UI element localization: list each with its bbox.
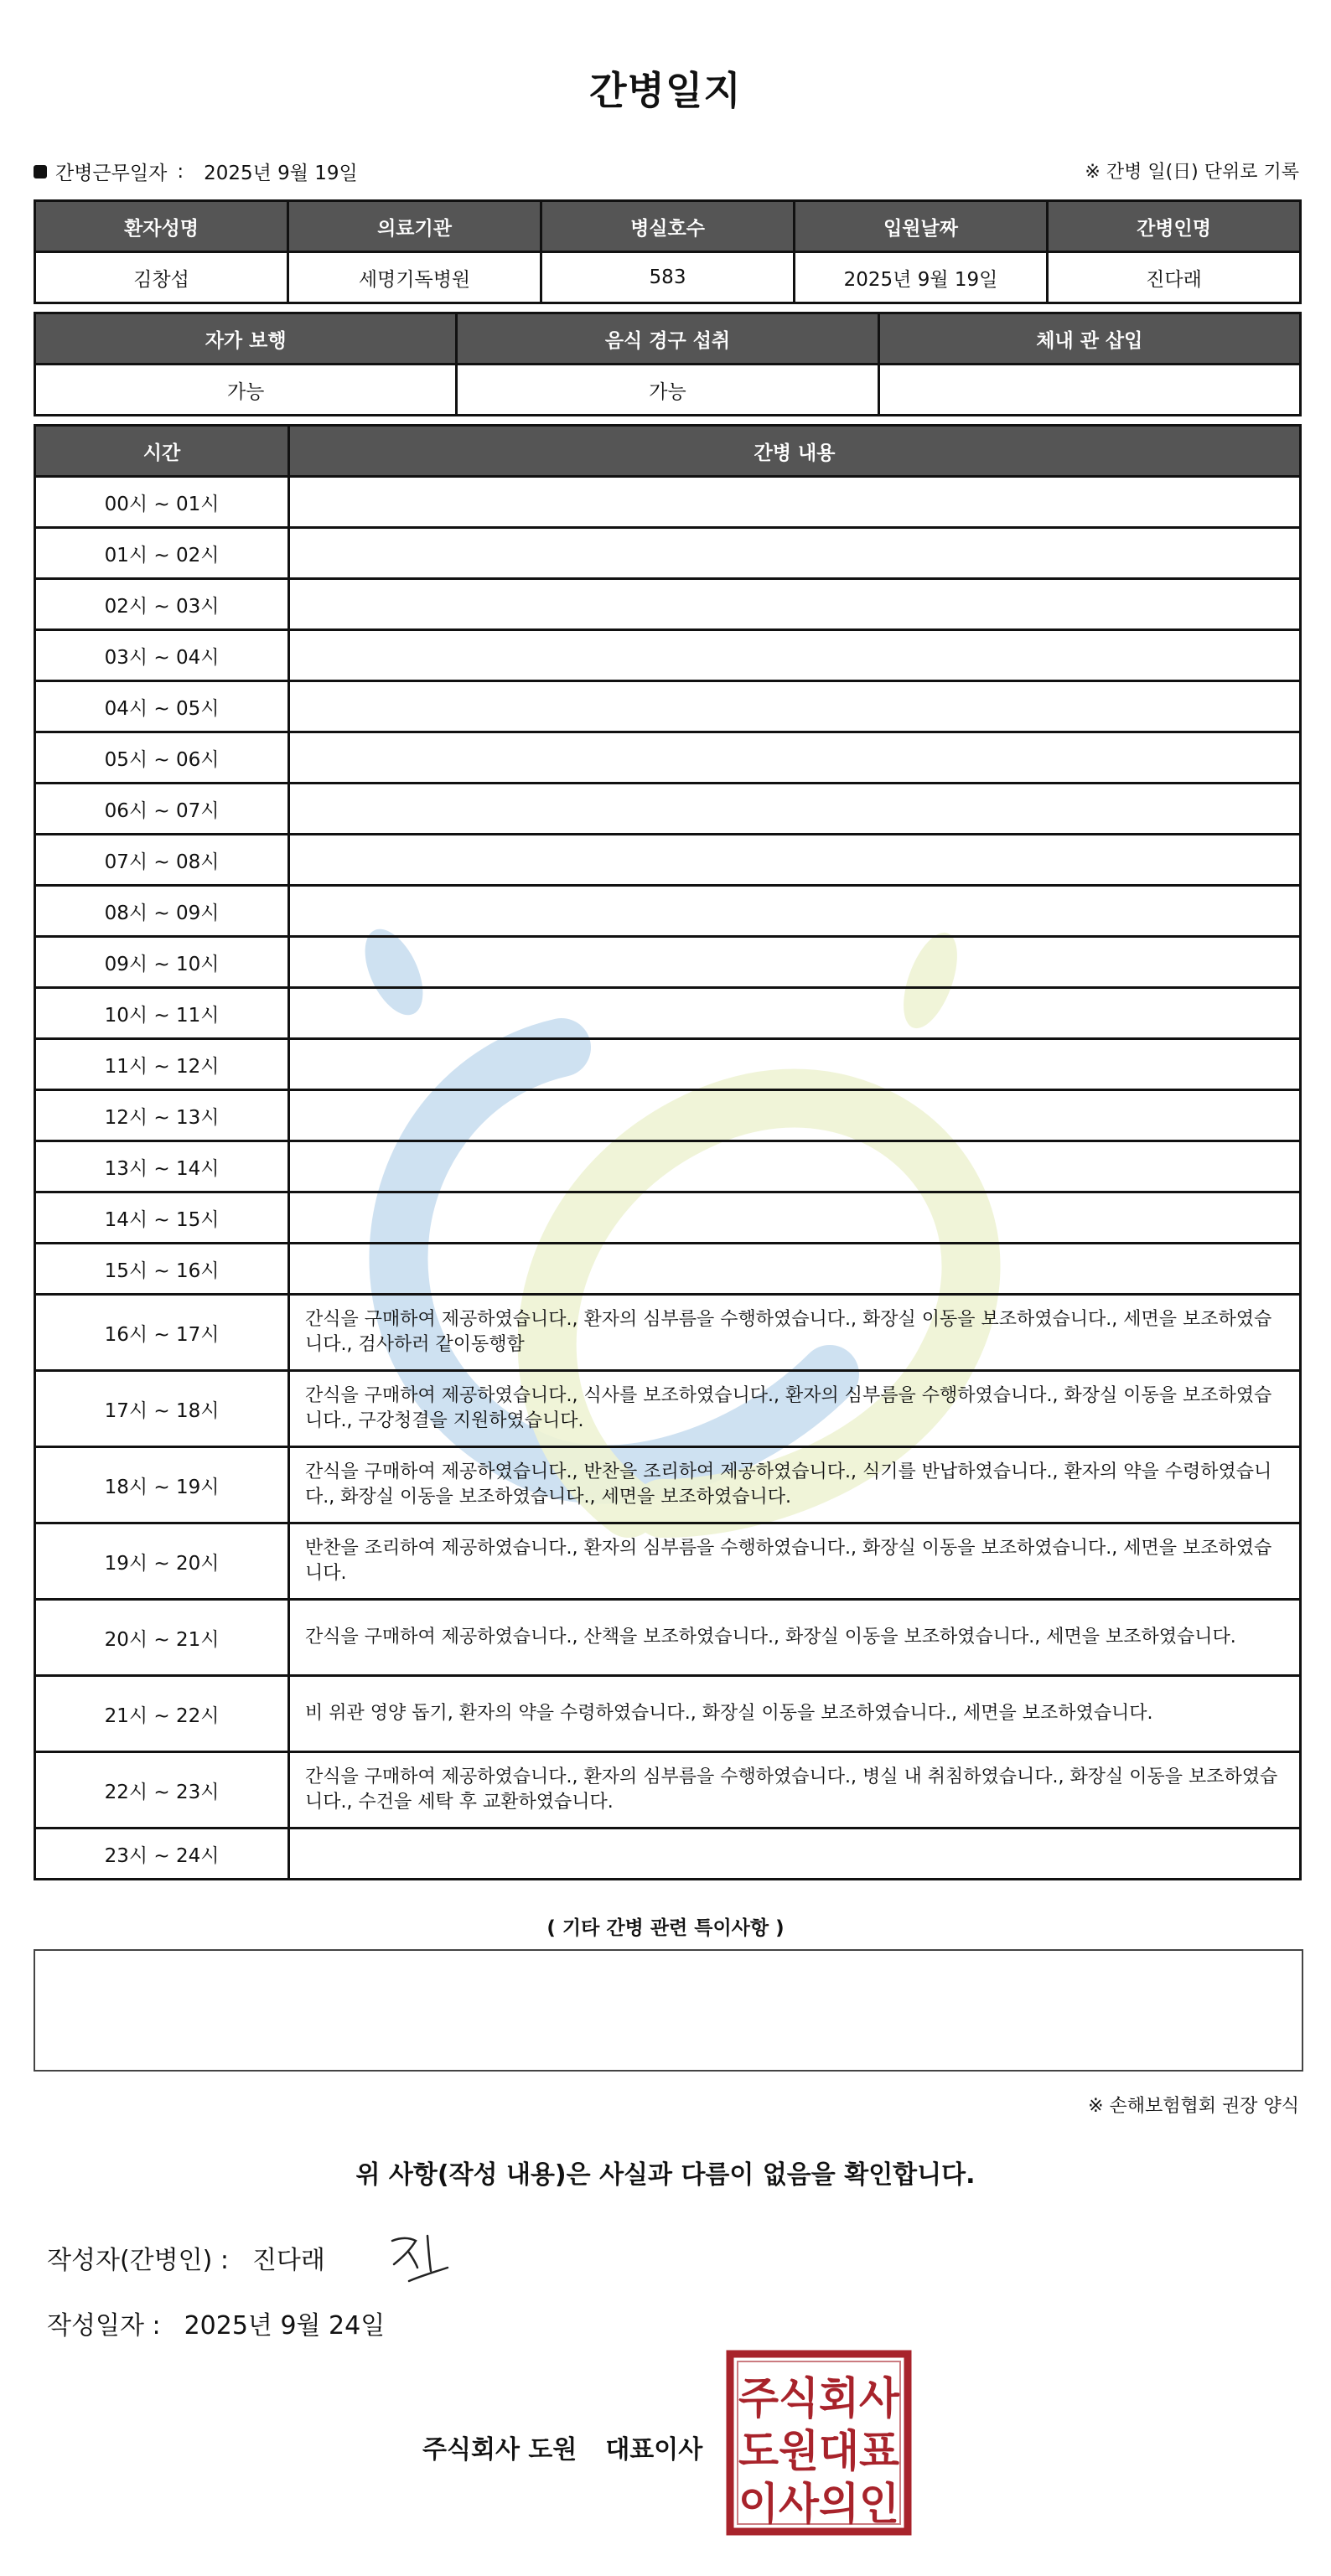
table-row — [35, 1523, 1301, 1600]
work-date-value: 2025년 9월 19일 — [204, 163, 358, 184]
time-slot: 17시 ~ 18시 — [35, 1371, 289, 1447]
care-log-header-row — [35, 426, 1301, 477]
seal-line-3: 이사의인 — [738, 2480, 899, 2530]
patient-header-row — [35, 201, 1301, 252]
time-slot: 14시 ~ 15시 — [35, 1192, 289, 1244]
header-hospital: 의료기관 — [288, 201, 541, 252]
bullet-square-icon — [34, 165, 47, 178]
header-care-content: 간병 내용 — [289, 426, 1301, 477]
patient-info-table — [34, 199, 1302, 304]
table-row — [35, 681, 1301, 732]
time-slot: 12시 ~ 13시 — [35, 1090, 289, 1141]
notes-title: ( 기타 간병 관련 특이사항 ) — [546, 1917, 785, 1939]
table-row — [35, 1600, 1301, 1676]
patient-value-row — [35, 252, 1301, 303]
table-row — [35, 835, 1301, 886]
care-content — [289, 784, 1301, 835]
table-row — [35, 1829, 1301, 1880]
table-row — [35, 886, 1301, 937]
time-slot: 19시 ~ 20시 — [35, 1523, 289, 1600]
page-title: 간병일지 — [589, 68, 742, 113]
work-date-label: 간병근무일자 — [55, 163, 168, 184]
care-content: 간식을 구매하여 제공하였습니다., 환자의 심부름을 수행하였습니다., 병실 내 취침하였습니다., 화장실 이동을 보조하였습니다., 수건을 세탁 후 교환하였습니다. — [289, 1752, 1301, 1829]
care-content — [289, 477, 1301, 528]
time-slot: 10시 ~ 11시 — [35, 988, 289, 1039]
table-row — [35, 1244, 1301, 1295]
time-slot: 21시 ~ 22시 — [35, 1676, 289, 1752]
unit-note: ※ 간병 일(日) 단위로 기록 — [1085, 162, 1299, 183]
header-admit-date: 입원날짜 — [795, 201, 1048, 252]
table-row — [35, 1676, 1301, 1752]
time-slot: 16시 ~ 17시 — [35, 1295, 289, 1371]
care-content — [289, 732, 1301, 784]
notes-box — [34, 1949, 1303, 2072]
author-name: 진다래 — [251, 2246, 325, 2275]
care-content — [289, 1141, 1301, 1192]
table-row — [35, 988, 1301, 1039]
confirmation-statement: 위 사항(작성 내용)은 사실과 다름이 없음을 확인합니다. — [355, 2160, 976, 2190]
written-date-line — [47, 2304, 385, 2341]
time-slot: 20시 ~ 21시 — [35, 1600, 289, 1676]
care-content — [289, 630, 1301, 681]
table-row — [35, 1039, 1301, 1090]
time-slot: 08시 ~ 09시 — [35, 886, 289, 937]
header-time: 시간 — [35, 426, 289, 477]
table-row — [35, 1371, 1301, 1447]
company-name: 주식회사 도원 — [422, 2435, 577, 2465]
care-content — [289, 835, 1301, 886]
insurance-note: ※ 손해보험협회 권장 양식 — [1088, 2096, 1299, 2117]
header-oral-intake: 음식 경구 섭취 — [457, 313, 878, 365]
time-slot: 11시 ~ 12시 — [35, 1039, 289, 1090]
company-signature-line — [422, 2429, 702, 2465]
caregiver-name: 진다래 — [1048, 252, 1301, 303]
header-caregiver: 간병인명 — [1048, 201, 1301, 252]
care-content: 간식을 구매하여 제공하였습니다., 환자의 심부름을 수행하였습니다., 화장실 이동을 보조하였습니다., 세면을 보조하였습니다., 검사하러 같이동행함 — [289, 1295, 1301, 1371]
table-row — [35, 579, 1301, 630]
patient-status-table — [34, 312, 1302, 416]
status-value-row — [35, 365, 1301, 416]
table-row — [35, 937, 1301, 988]
author-label: 작성자(간병인) : — [47, 2246, 229, 2275]
care-content — [289, 1090, 1301, 1141]
seal-line-1: 주식회사 — [738, 2374, 900, 2424]
care-content — [289, 937, 1301, 988]
care-content: 반찬을 조리하여 제공하였습니다., 환자의 심부름을 수행하였습니다., 화장실 이동을 보조하였습니다., 세면을 보조하였습니다. — [289, 1523, 1301, 1600]
care-content: 간식을 구매하여 제공하였습니다., 반찬을 조리하여 제공하였습니다., 식기를 반납하였습니다., 환자의 약을 수령하였습니다., 화장실 이동을 보조하였습니다., 세면을 보조하였습니다. — [289, 1447, 1301, 1523]
time-slot: 23시 ~ 24시 — [35, 1829, 289, 1880]
table-row — [35, 1090, 1301, 1141]
company-rep: 대표이사 — [605, 2435, 703, 2465]
table-row — [35, 1752, 1301, 1829]
time-slot: 03시 ~ 04시 — [35, 630, 289, 681]
table-row — [35, 732, 1301, 784]
care-content: 비 위관 영양 돕기, 환자의 약을 수령하였습니다., 화장실 이동을 보조하였습니다., 세면을 보조하였습니다. — [289, 1676, 1301, 1752]
work-date — [34, 158, 358, 185]
handwritten-signature — [384, 2229, 454, 2289]
table-row — [35, 1447, 1301, 1523]
time-slot: 15시 ~ 16시 — [35, 1244, 289, 1295]
time-slot: 09시 ~ 10시 — [35, 937, 289, 988]
patient-name: 김창섭 — [35, 252, 288, 303]
header-patient-name: 환자성명 — [35, 201, 288, 252]
care-log-table — [34, 424, 1302, 1880]
care-content — [289, 886, 1301, 937]
time-slot: 18시 ~ 19시 — [35, 1447, 289, 1523]
table-row — [35, 1141, 1301, 1192]
care-content: 간식을 구매하여 제공하였습니다., 식사를 보조하였습니다., 환자의 심부름을 수행하였습니다., 화장실 이동을 보조하였습니다., 구강청결을 지원하였습니다. — [289, 1371, 1301, 1447]
care-content — [289, 528, 1301, 579]
table-row — [35, 1192, 1301, 1244]
work-date-separator: : — [177, 160, 184, 183]
table-row — [35, 630, 1301, 681]
time-slot: 04시 ~ 05시 — [35, 681, 289, 732]
time-slot: 07시 ~ 08시 — [35, 835, 289, 886]
care-log-body — [35, 477, 1301, 1880]
header-room: 병실호수 — [541, 201, 795, 252]
room-number: 583 — [541, 252, 795, 303]
header-tube-insertion: 체내 관 삽입 — [878, 313, 1300, 365]
table-row — [35, 784, 1301, 835]
self-walking-value: 가능 — [35, 365, 457, 416]
time-slot: 00시 ~ 01시 — [35, 477, 289, 528]
admit-date: 2025년 9월 19일 — [795, 252, 1048, 303]
time-slot: 22시 ~ 23시 — [35, 1752, 289, 1829]
oral-intake-value: 가능 — [457, 365, 878, 416]
care-content — [289, 1829, 1301, 1880]
table-row — [35, 1295, 1301, 1371]
time-slot: 05시 ~ 06시 — [35, 732, 289, 784]
header-self-walking: 자가 보행 — [35, 313, 457, 365]
author-line — [47, 2239, 325, 2276]
status-header-row — [35, 313, 1301, 365]
table-row — [35, 477, 1301, 528]
care-content — [289, 579, 1301, 630]
hospital-name: 세명기독병원 — [288, 252, 541, 303]
tube-insertion-value — [878, 365, 1300, 416]
care-content — [289, 1192, 1301, 1244]
time-slot: 13시 ~ 14시 — [35, 1141, 289, 1192]
written-date-label: 작성일자 : — [47, 2311, 161, 2341]
time-slot: 06시 ~ 07시 — [35, 784, 289, 835]
time-slot: 02시 ~ 03시 — [35, 579, 289, 630]
care-content — [289, 988, 1301, 1039]
time-slot: 01시 ~ 02시 — [35, 528, 289, 579]
care-content — [289, 1039, 1301, 1090]
table-row — [35, 528, 1301, 579]
written-date: 2025년 9월 24일 — [184, 2311, 386, 2341]
company-seal-stamp — [726, 2350, 912, 2536]
care-content — [289, 681, 1301, 732]
care-content — [289, 1244, 1301, 1295]
seal-line-2: 도원대표 — [738, 2427, 899, 2477]
care-content: 간식을 구매하여 제공하였습니다., 산책을 보조하였습니다., 화장실 이동을 보조하였습니다., 세면을 보조하였습니다. — [289, 1600, 1301, 1676]
